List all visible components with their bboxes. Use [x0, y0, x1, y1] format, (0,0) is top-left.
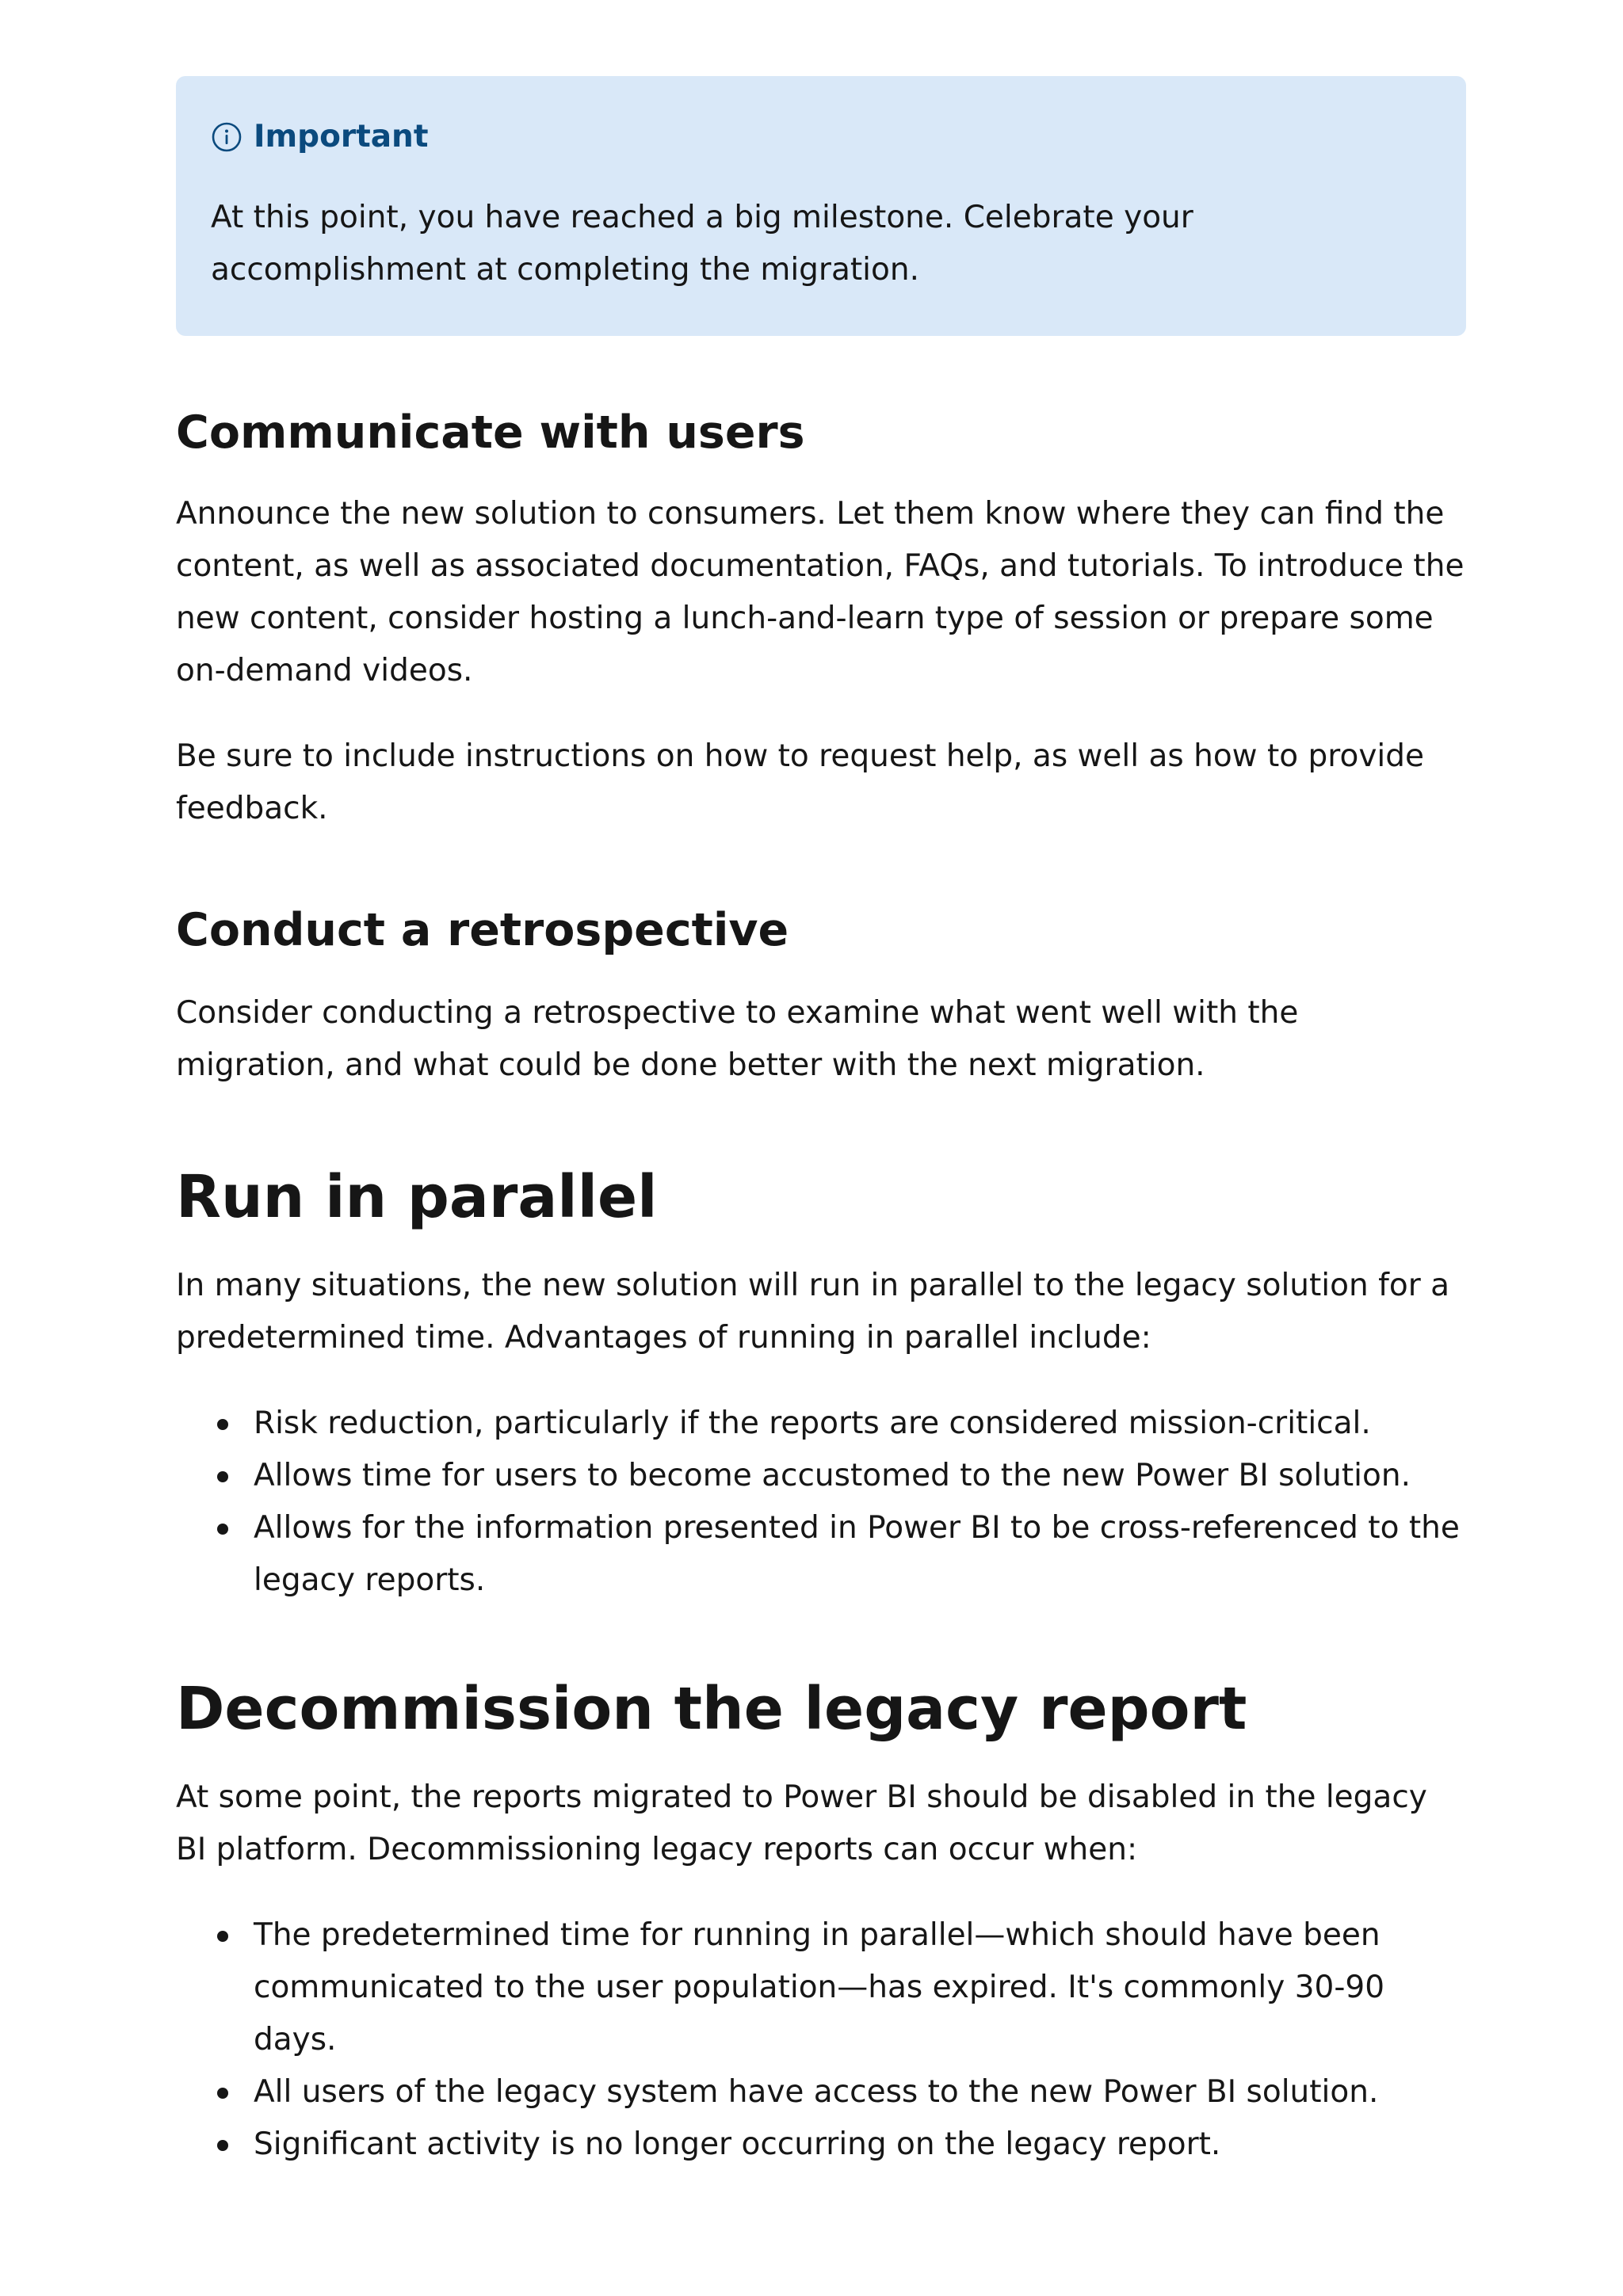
heading-run-in-parallel: Run in parallel [176, 1163, 658, 1231]
heading-communicate-with-users: Communicate with users [176, 406, 805, 459]
retrospective-paragraph: Consider conducting a retrospective to examine what went well with the migration, and what could be done better with the next migration. [176, 995, 1299, 1083]
list-item: The predetermined time for running in parallel—which should have been communicated to the user population—has expired. It's commonly 30-90 days. [254, 1909, 1466, 2066]
list-item: Risk reduction, particularly if the reports are considered mission-critical. [254, 1398, 1466, 1450]
heading-decommission-legacy-report: Decommission the legacy report [176, 1675, 1247, 1743]
heading-conduct-retrospective: Conduct a retrospective [176, 904, 789, 956]
list-item: Allows for the information presented in Power BI to be cross-referenced to the legacy reports. [254, 1502, 1466, 1607]
callout-body: At this point, you have reached a big milestone. Celebrate your accomplishment at completing the migration. [211, 200, 1193, 288]
decommission-conditions-list [176, 1909, 1466, 2171]
important-callout [176, 76, 1466, 336]
parallel-advantages-list [176, 1398, 1466, 1607]
article-content [176, 76, 1466, 2171]
decommission-paragraph: At some point, the reports migrated to Power BI should be disabled in the legacy BI platform. Decommissioning legacy reports can occur when: [176, 1779, 1427, 1867]
communicate-paragraph-2: Be sure to include instructions on how to request help, as well as how to provide feedback. [176, 738, 1424, 826]
list-item: All users of the legacy system have access to the new Power BI solution. [254, 2066, 1466, 2119]
callout-title: Important [254, 119, 429, 154]
list-item: Significant activity is no longer occurring on the legacy report. [254, 2119, 1466, 2171]
callout-header [211, 117, 1431, 157]
info-circle-icon [211, 121, 242, 153]
communicate-paragraph-1: Announce the new solution to consumers. Let them know where they can find the content, as well as associated documentation, FAQs, and tutorials. To introduce the new content, consider hosting a lunch-and-learn type of session or prepare some on-demand videos. [176, 496, 1465, 688]
parallel-paragraph: In many situations, the new solution will run in parallel to the legacy solution for a predetermined time. Advantages of running in parallel include: [176, 1268, 1450, 1356]
list-item: Allows time for users to become accustomed to the new Power BI solution. [254, 1450, 1466, 1502]
